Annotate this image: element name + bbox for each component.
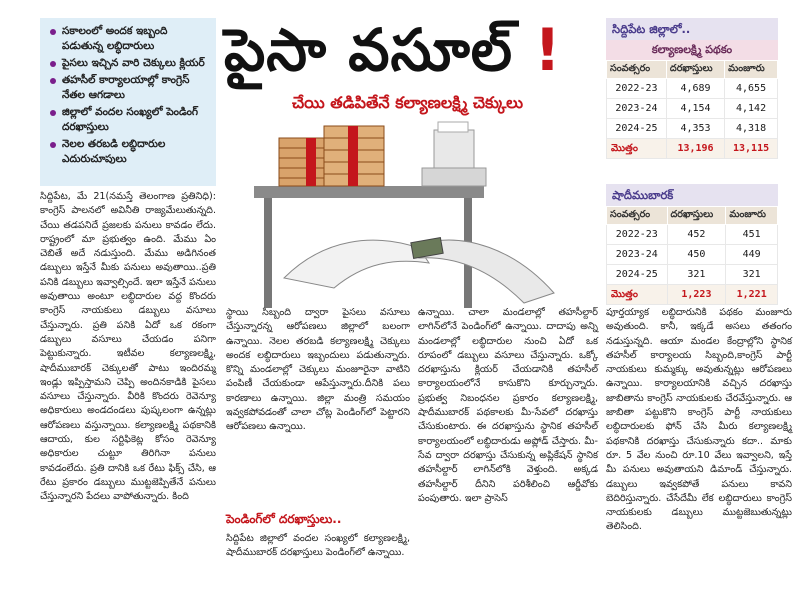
bribery-illustration	[224, 118, 600, 318]
money-stack-icon	[279, 126, 384, 186]
applications-cell: 4,154	[666, 99, 724, 119]
headline-text: పైసా వసూల్	[224, 16, 514, 84]
article-column-2b: సిద్దిపేట జిల్లాలో వందల సంఖ్యలో కల్యాణలక్ష్మి, షాదీముబారక్ దరఖాస్తులు పెండింగ్‌లో ఉన్నాయి.	[226, 533, 410, 559]
table-top	[254, 186, 484, 198]
table-row	[607, 79, 778, 99]
total-sanctioned: 1,221	[726, 285, 778, 305]
column-header: సంవత్సరం	[607, 207, 668, 225]
highlight-item: సకాలంలో అందక ఇబ్బంది పడుతున్న లబ్ధిదారులు	[48, 24, 210, 54]
table-row	[607, 225, 778, 245]
table-row	[607, 99, 778, 119]
table-row	[607, 245, 778, 265]
applications-cell: 321	[667, 265, 726, 285]
applications-cell: 450	[667, 245, 726, 265]
total-applications: 13,196	[666, 139, 724, 159]
sanctioned-cell: 4,142	[725, 99, 778, 119]
table-leg	[264, 198, 272, 308]
total-row	[607, 139, 778, 159]
year-cell: 2022-23	[607, 225, 668, 245]
total-applications: 1,223	[667, 285, 726, 305]
sanctioned-cell: 451	[726, 225, 778, 245]
applications-cell: 4,353	[666, 119, 724, 139]
kalyan-lakshmi-panel	[606, 18, 778, 159]
total-sanctioned: 13,115	[725, 139, 778, 159]
article-column-2: స్థాయి సిబ్బంది ద్వారా పైసలు వసూలు చేస్తున్నారన్న ఆరోపణలు జిల్లాలో బలంగా ఉన్నాయి. నెలల తరబడి కల్యాణలక్ష్మి చెక్కులు అందక లబ్ధిదారులు ఇబ్బందులు పడుతున్నారు. కొన్ని మండలాల్లో చెక్కులు మంజూరైనా వాటిని పంపిణీ చేయకుండా ఆపేస్తున్నారు.దీనికి పలు కారణాలు ఉన్నాయి. జిల్లా మంత్రి సమయం ఇవ్వకపోవడంతో చాలా చోట్ల పెండింగ్‌లో పెట్టారని ఆరోపణలు ఉన్నాయి.	[226, 307, 410, 433]
sanctioned-cell: 321	[726, 265, 778, 285]
total-row	[607, 285, 778, 305]
kalyan-title: కల్యాణలక్ష్మి పథకం	[606, 40, 778, 60]
article-column-1: సిద్దిపేట, మే 21(నమస్తే తెలంగాణ ప్రతినిధి): కాంగ్రెస్ పాలనలో అవినీతి రాజ్యమేలుతున్నది. చేయి తడపనిదే ప్రజలకు పనులు కావడం లేదు. రాష్ట్రంలో మా ప్రభుత్వం ఉంది. మేము ఏం చెబితే అదే నడుస్తుంది. మేము అడిగినంత డబ్బులు ఇస్తేనే మీకు పనులు అవుతాయి..ప్రతి పనికి డబ్బులు ఇవ్వాల్సిందే. ఇలా ఇస్తేనే పనులు అవుతాయి అంటూ లబ్ధిదారుల వద్ద కొందరు కాంగ్రెస్ నాయకులు డబ్బులు వసూలు చేస్తున్నారు. ప్రతి పనికి ఏదో ఒక రకంగా డబ్బులు వసూలు చేయడం పనిగా పెట్టుకున్నారు. ఇటీవల కల్యాణలక్ష్మి, షాదీముబారక్ చెక్కులతో పాటు ఇందిరమ్మ ఇండ్లు ఇప్పిస్తామని చెప్పి అందినకాడికి పైసలు వసూలు చేస్తున్నారు. వీరికి కొందరు రెవెన్యూ అధికారులు అండదండలు పుష్కలంగా ఉన్నట్లు ఆరోపణలు వస్తున్నాయి. కల్యాణలక్ష్మి పథకానికి ఆదాయ, కుల సర్టిఫికెట్ల కోసం రెవెన్యూ అధికారుల చుట్టూ తిరిగినా పనులు కావడంలేదు. ప్రతి దానికి ఒక రేటు ఫిక్స్ చేసి, ఆ రేటు ప్రకారం డబ్బులు ముట్టజెప్పితేనే పనులు చేస్తున్నారని పేదలు వాపోతున్నారు. కింది	[40, 191, 216, 503]
highlight-item: పైసలు ఇచ్చిన వారి చెక్కులు క్లియర్	[48, 56, 210, 71]
shadi-table	[606, 206, 778, 305]
headline-exclamation: !	[534, 16, 562, 84]
highlight-item: జిల్లాలో వందల సంఖ్యలో పెండింగ్ దరఖాస్తులు	[48, 105, 210, 135]
total-label: మొత్తం	[607, 285, 668, 305]
year-cell: 2023-24	[607, 245, 668, 265]
shadi-title: షాదీముబారక్	[606, 184, 778, 206]
sanctioned-cell: 449	[726, 245, 778, 265]
applications-cell: 4,689	[666, 79, 724, 99]
year-cell: 2024-25	[607, 265, 668, 285]
article-column-3: ఉన్నాయి. చాలా మండలాల్లో తహసీల్దార్ లాగిన్‌లోనే పెండింగ్‌లో ఉన్నాయి. దాదాపు అన్ని మండలాల్లో లబ్ధిదారుల నుంచి ఏదో ఒక రూపంలో డబ్బులు వసూలు చేస్తున్నారు. ఒక్కో దరఖాస్తును క్లియర్ చేయడానికి తహసీల్ కార్యాలయంలోనే కాసుకొని కూర్చున్నారు. ప్రభుత్వ నిబంధనల ప్రకారం కల్యాణలక్ష్మి, షాదీముబారక్ పథకాలకు మీ-సేవలో దరఖాస్తు చేసుకుంటారు. ఈ దరఖాస్తును స్థానిక తహసీల్ కార్యాలయంలో లబ్ధిదారుడు అప్లోడ్ చేస్తారు. మీ-సేవ ద్వారా దరఖాస్తు చేసుకున్న అప్లికేషన్ స్థానిక తహసీల్దార్ లాగిన్‌లోకి వెళ్తుంది. అక్కడ తహసీల్దార్ దీనిని పరిశీలించి ఆర్డీవోకు పంపుతారు. ఇలా ప్రాసెస్	[418, 307, 598, 504]
table-row	[607, 265, 778, 285]
column-header: దరఖాస్తులు	[667, 207, 726, 225]
highlights-box	[40, 18, 216, 186]
sanctioned-cell: 4,655	[725, 79, 778, 99]
article-subheading: పెండింగ్‌లో దరఖాస్తులు..	[226, 512, 342, 526]
year-cell: 2024-25	[607, 119, 667, 139]
kalyan-table	[606, 60, 778, 159]
highlight-item: తహసీల్ కార్యాలయాల్లో కాంగ్రెస్ నేతల ఆగడాలు	[48, 73, 210, 103]
subheadline: చేయి తడిపితేనే కల్యాణలక్ష్మి చెక్కులు	[292, 93, 524, 112]
year-cell: 2022-23	[607, 79, 667, 99]
sanctioned-cell: 4,318	[725, 119, 778, 139]
article-column-4: పూర్తయ్యాక లబ్ధిదారునికి పథకం మంజూరు అవుతుంది. కానీ, ఇక్కడే అసలు తతంగం నడుస్తున్నది. ఆయా మండల కేంద్రాల్లోని స్థానిక తహసీల్ కార్యాలయ సిబ్బంది,కాంగ్రెస్ పార్టీ నాయకులు కుమ్మక్కు అవుతున్నట్లు ఆరోపణలు ఉన్నాయి. కార్యాలయానికి వచ్చిన దరఖాస్తు జాబితాను కాంగ్రెస్ నాయకులకు చేరవేస్తున్నారు. ఆ జాబితా పట్టుకొని కాంగ్రెస్ పార్టీ నాయకులు లబ్ధిదారులకు ఫోన్ చేసి మీరు కల్యాణలక్ష్మి పథకానికి దరఖాస్తు చేసుకున్నారు కదా.. మాకు రూ. 5 వేల నుంచి రూ.10 వేలు ఇవ్వాలని, ఇస్తే మీ పనులు అవుతాయని డిమాండ్ చేస్తున్నారు. డబ్బులు ఇవ్వకపోతే పనులు కావని బెదిరిస్తున్నారు. చేసేదేమీ లేక లబ్ధిదారులు కాంగ్రెస్ నాయకులకు డబ్బులు ముట్టజెబుతున్నట్లు తెలిసింది.	[606, 307, 792, 533]
applications-cell: 452	[667, 225, 726, 245]
shadi-mubarak-panel	[606, 184, 778, 305]
district-title: సిద్దిపేట జిల్లాలో..	[606, 18, 778, 40]
headline	[224, 10, 604, 90]
year-cell: 2023-24	[607, 99, 667, 119]
highlight-item: నెలల తరబడి లబ్ధిదారుల ఎదురుచూపులు	[48, 137, 210, 167]
printer-icon	[422, 122, 486, 186]
column-header: సంవత్సరం	[607, 61, 667, 79]
table-row	[607, 119, 778, 139]
column-header: దరఖాస్తులు	[666, 61, 724, 79]
hands-icon	[284, 238, 554, 303]
column-header: మంజూరు	[726, 207, 778, 225]
total-label: మొత్తం	[607, 139, 667, 159]
column-header: మంజూరు	[725, 61, 778, 79]
